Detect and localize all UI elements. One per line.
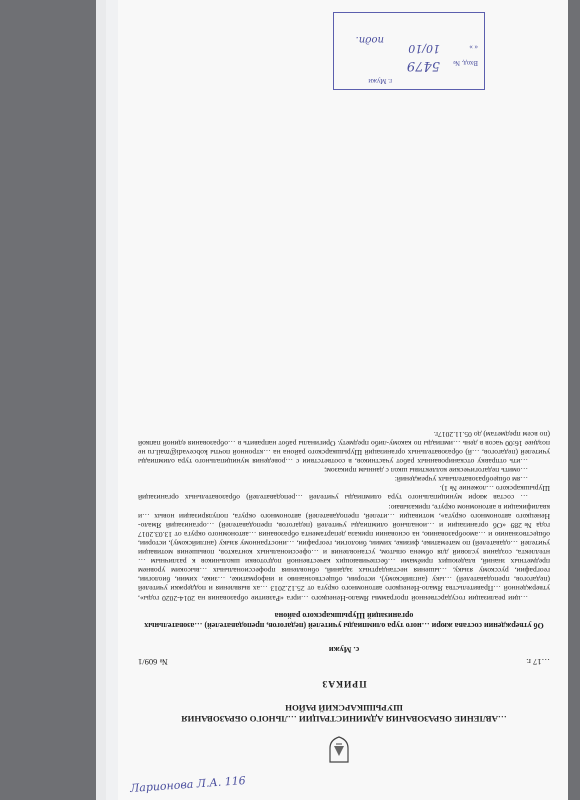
stamp-signature: подп.	[355, 34, 384, 45]
document-date: …17 г.	[526, 656, 550, 667]
handwritten-note: Ларионова Л.А. 116	[129, 773, 247, 796]
list-item: … состав жюри муниципального тура олимпиады учителей …реподавателей) образовательных организаций Шурышкарского …ложение № 1).	[138, 484, 550, 503]
list-item: …ить отправку отсканированных работ участников, в соответствии с …роведения муниципального тура олимпиады учителей (педагогов, …й) образовательных организаций Шурышкарского района на …ктронной почты kobcevadi@mail.ru не позднее 16:00 часов в день …импиады по какому-либо предмету. Оригиналы работ направить в …образования единой папкой (по всем предметам) до 05.11.2017г.	[138, 429, 550, 467]
stamp-date: 10/10	[408, 42, 440, 55]
rotated-content	[118, 0, 568, 800]
list-item: …ям общеобразовательных учреждений:	[394, 475, 528, 485]
document-paragraph: …ции реализации государственной программы Ямало-Ненецкого …ирга «Развитие образования на 2014-2020 годы», утвержденной …Правительства Ямало-Ненецкого автономного округа от 25.12.2013 …ах выявления и поддержки учителей (педагогов, преподавателей) …ыку (английскому), истории, обществознанию и информатике, …зике, химии, биологии, географии, русскому языку, …ышения нестандартных заданий, обновления профессиональных …высоким уровнем предметных знаний, владеющих приёмами …беспечивающих качественной подготовки школьников к различным …нтеллекта, создания условий для обмена опытом, установления и …офессиональных контактов, повышения мотивации учителей …одавателей) по математике, физике, химии, биологии, географии, …иностранному языку (английскому), истории, обществознанию и …амообразованию, на основании приказа департамента образования …автономного округа от 13.03.2017 года №289 «Об организации и …иональной олимпиады учителей (педагогов, преподавателей) …организаций Ямало-Ненецкого автономного округа», мотивации …ителей, преподавателей) автономного округа, популяризации новых …и квалификации в автономном округе, приказываю:	[138, 502, 550, 603]
document-page	[118, 0, 568, 800]
stamp-number: 5479	[406, 58, 440, 73]
document-number: № 609/1	[138, 656, 168, 667]
document-body	[138, 430, 550, 778]
stamp-line-2: « »	[469, 43, 478, 51]
stamp-top-line: г. Мужи	[368, 77, 392, 85]
stamp-line-1: Вход. №	[453, 59, 478, 67]
document-title: Об утверждении состава жюри …ного тура олимпиады учителей (педагогов, преподавателей) …азовательных организаций Шурышкарского района	[144, 611, 544, 630]
document-header: …АВЛЕНИЕ ОБРАЗОВАНИЯ АДМИНИСТРАЦИИ …ЛЬНОГО ОБРАЗОВАНИЯ ШУРЫШКАРСКИЙ РАЙОН	[181, 703, 507, 724]
list-item: …омить педагогические коллективы школ с данным приказом;	[324, 466, 528, 476]
document-type: ПРИКАЗ	[321, 678, 367, 688]
date-number-row	[138, 657, 550, 666]
document-place: с. Мужи	[328, 644, 360, 654]
